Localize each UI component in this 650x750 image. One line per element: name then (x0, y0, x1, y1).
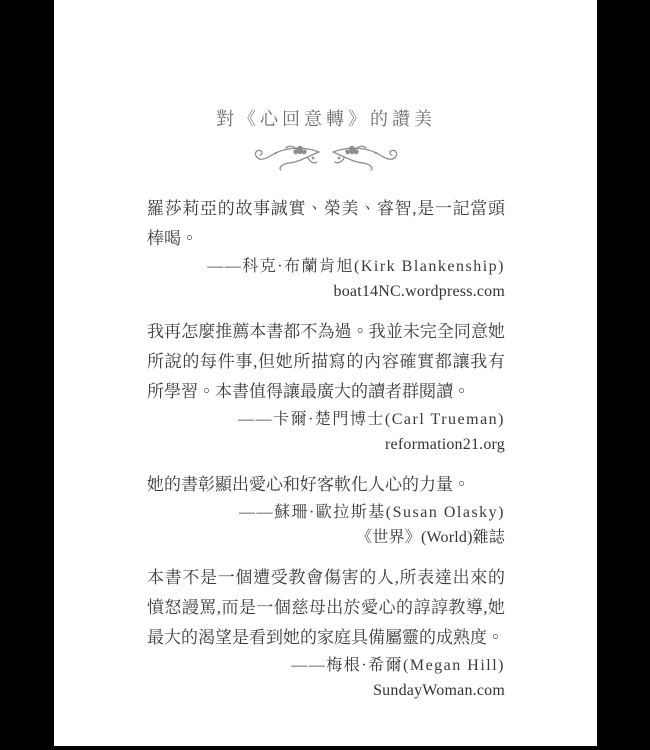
scanned-book-page (54, 0, 597, 746)
endorsement-block-4 (147, 563, 505, 703)
endorsement-quote: 我再怎麼推薦本書都不為過。我並未完全同意她所說的每件事,但她所描寫的內容確實都讓我有所學習。本書值得讓最廣大的讀者群閱讀。 (147, 322, 505, 401)
page-content (54, 0, 597, 703)
scan-margin-bottom (0, 746, 650, 750)
endorsement-block-3 (147, 470, 505, 550)
endorsement-source: 《世界》(World)雜誌 (356, 529, 505, 546)
endorsement-quote: 她的書彰顯出愛心和好客軟化人心的力量。 (147, 475, 470, 494)
endorsement-quote: 羅莎莉亞的故事誠實、榮美、睿智,是一記當頭棒喝。 (147, 199, 505, 248)
endorsement-block-2 (147, 317, 505, 457)
page-title: 對《心回意轉》的讚美 (216, 109, 436, 129)
floral-flourish-icon (251, 142, 401, 172)
endorsement-block-1 (147, 194, 505, 304)
endorsement-source: reformation21.org (385, 436, 505, 453)
endorsement-attribution: ——卡爾·楚門博士(Carl Trueman) (238, 411, 505, 428)
scan-margin-left (0, 0, 54, 750)
scan-margin-right (597, 0, 650, 750)
endorsement-attribution: ——梅根·希爾(Megan Hill) (291, 657, 505, 674)
endorsement-attribution: ——蘇珊·歐拉斯基(Susan Olasky) (238, 504, 505, 521)
endorsement-attribution: ——科克·布蘭肯旭(Kirk Blankenship) (207, 258, 505, 275)
endorsement-source: boat14NC.wordpress.com (333, 283, 505, 300)
endorsement-quote: 本書不是一個遭受教會傷害的人,所表達出來的憤怒謾罵,而是一個慈母出於愛心的諄諄教導,她最大的渴望是看到她的家庭具備屬靈的成熟度。 (147, 568, 505, 647)
endorsement-source: SundayWoman.com (373, 682, 505, 699)
